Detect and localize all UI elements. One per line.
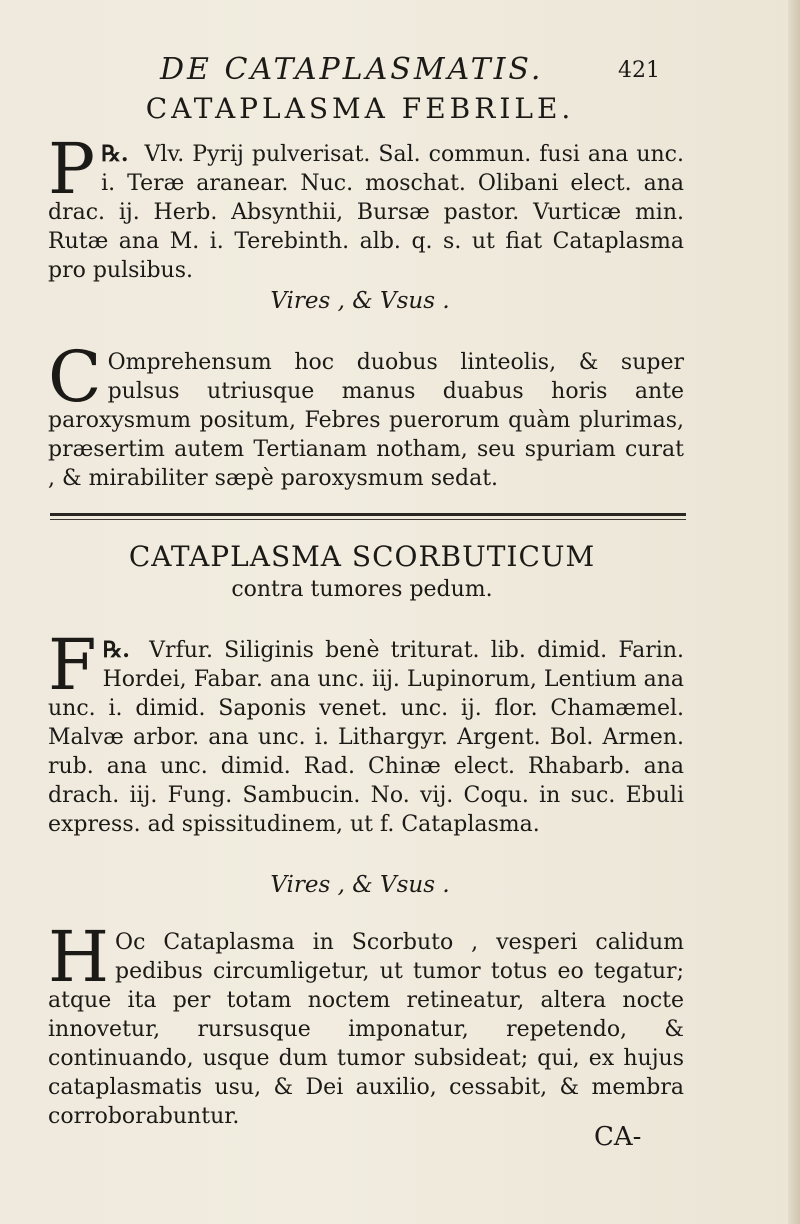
section1-recipe-text: Vlv. Pyrij pulverisat. Sal. commun. fusi ana unc. i. Teræ aranear. Nuc. moschat. Olibani elect. ana drac. ij. Herb. Absynthii, Bursæ pastor. Vurticæ min. Rutæ ana M. i. Terebinth. alb. q. s. ut fiat Cataplasma pro pulsibus. — [48, 142, 684, 283]
page-edge — [788, 0, 800, 1224]
running-head — [160, 52, 700, 92]
section1-title: CATAPLASMA FEBRILE. — [145, 92, 575, 125]
recipe-symbol: ℞. — [102, 637, 130, 663]
section2-usage — [48, 916, 684, 1131]
section-divider-thin — [50, 519, 686, 520]
catchword: CA- — [594, 1122, 642, 1152]
section2-vires-heading: Vires , & Vsus . — [270, 872, 450, 898]
section2-recipe-dropcap: F — [48, 624, 97, 706]
section1-vires-heading: Vires , & Vsus . — [270, 288, 450, 314]
section2-usage-dropcap: H — [48, 916, 110, 998]
section-divider-thick — [50, 513, 686, 516]
section2-recipe — [48, 624, 684, 839]
running-head-title: DE CATAPLASMATIS. — [160, 52, 544, 87]
section2-title: CATAPLASMA SCORBUTICUM — [128, 540, 596, 573]
section1-usage-dropcap: C — [48, 336, 102, 418]
section1-usage-text: Omprehensum hoc duobus linteolis, & super pulsus utriusque manus duabus horis ante paroxysmum positum, Febres puerorum quàm plurimas, præsertim autem Tertianam notham, seu spuriam curat , & mirabiliter sæpè paroxysmum sedat. — [48, 350, 684, 491]
page-number: 421 — [618, 58, 660, 83]
recipe-symbol: ℞. — [101, 141, 129, 167]
section1-recipe-dropcap: P — [48, 128, 96, 210]
section2-subtitle: contra tumores pedum. — [231, 577, 493, 602]
section2-recipe-text: Vrfur. Siliginis benè triturat. lib. dimid. Farin. Hordei, Fabar. ana unc. iij. Lupinorum, Lentium ana unc. i. dimid. Saponis venet. unc. ij. flor. Chamæmel. Malvæ arbor. ana unc. i. Lithargyr. Argent. Bol. Armen. rub. ana unc. dimid. Rad. Chinæ elect. Rhabarb. ana drach. iij. Fung. Sambucin. No. vij. Coqu. in suc. Ebuli express. ad spissitudinem, ut f. Cataplasma. — [48, 638, 684, 837]
section1-recipe — [48, 128, 684, 285]
section1-usage — [48, 336, 684, 493]
section2-usage-text: Oc Cataplasma in Scorbuto , vesperi calidum pedibus circumligetur, ut tumor totus eo tegatur; atque ita per totam noctem retineatur, altera nocte innovetur, rursusque imponatur, repetendo, & continuando, usque dum tumor subsideat; qui, ex hujus cataplasmatis usu, & Dei auxilio, cessabit, & membra corroborabuntur. — [48, 930, 684, 1129]
